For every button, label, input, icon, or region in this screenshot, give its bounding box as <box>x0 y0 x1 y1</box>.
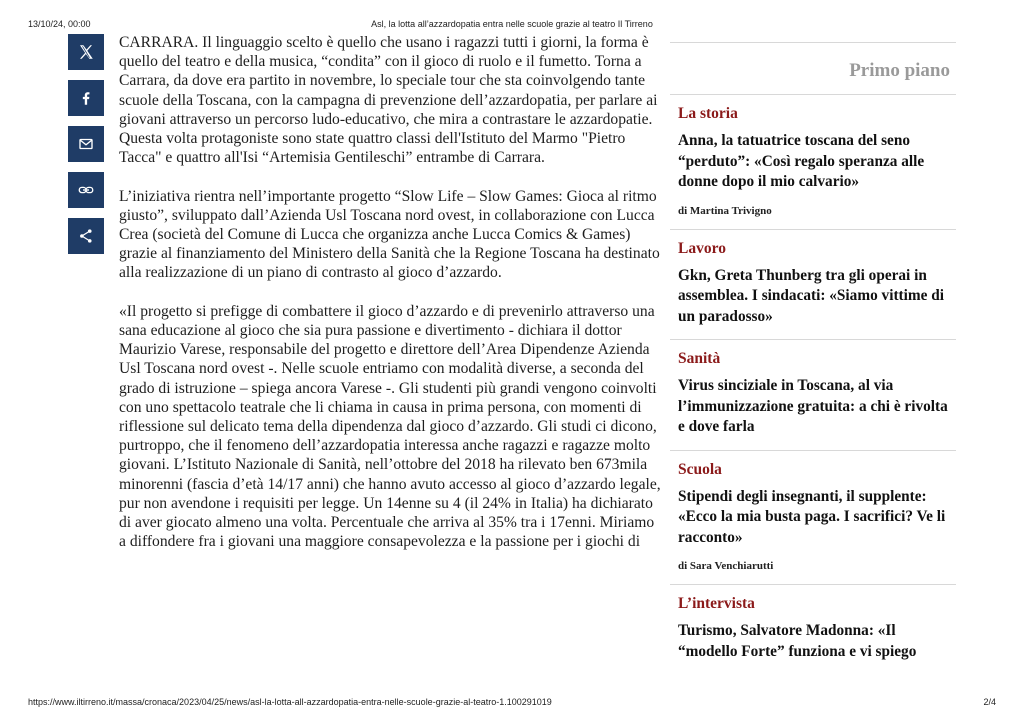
share-button[interactable] <box>68 218 104 254</box>
print-footer <box>0 697 1024 709</box>
link-icon <box>77 181 95 199</box>
sidebar-article[interactable] <box>670 230 956 341</box>
sidebar-article-author: di Martina Trivigno <box>678 204 772 217</box>
share-x-button[interactable] <box>68 34 104 70</box>
print-header <box>0 19 1024 31</box>
copy-link-button[interactable] <box>68 172 104 208</box>
sidebar-article-title[interactable]: Gkn, Greta Thunberg tra gli operai in assemblea. I sindacati: «Siamo vittime di un paradosso» <box>678 266 944 325</box>
sidebar-article[interactable] <box>670 451 956 586</box>
sidebar-article-category[interactable]: Sanità <box>678 350 721 367</box>
share-facebook-button[interactable] <box>68 80 104 116</box>
sidebar-article[interactable] <box>670 585 956 674</box>
article-paragraph: «Il progetto si prefigge di combattere il gioco d’azzardo e di prevenirlo attraverso una sana educazione al gioco che sia pura passione e divertimento - dichiara il dottor Maurizio Varese, responsabile del progetto e direttore dell’Area Dipendenze Azienda Usl Toscana nord ovest -. Nelle scuole entriamo con modalità diverse, a seconda del grado di istruzione – spiega ancora Varese -. Gli studenti più grandi vengono coinvolti con uno spettacolo teatrale che li chiama in causa in prima persona, con momenti di riflessione sul delicato tema della dipendenza dal gioco d’azzardo. Gli studi ci dicono, purtroppo, che il fenomeno dell’azzardopatia interessa anche ragazzi e ragazze molto giovani. L’Istituto Nazionale di Sanità, nell’ottobre del 2018 ha rilevato ben 673mila minorenni (fascia d’età 14/17 anni) che hanno avuto accesso al gioco d’azzardo legale, pur non avendone i requisiti per legge. Un 14enne su 4 (il 24% in Italia) ha dichiarato di aver giocato almeno una volta. Percentuale che arriva al 35% tra i 17enni. Miriamo a diffondere fra i giovani una maggiore consapevolezza e la passione per i giochi di <box>119 302 661 551</box>
sidebar-article-category[interactable]: L’intervista <box>678 595 755 612</box>
sidebar-article[interactable] <box>670 95 956 230</box>
mail-icon <box>77 135 95 153</box>
sidebar-article-category[interactable]: La storia <box>678 105 738 122</box>
share-bar <box>68 34 104 264</box>
article-paragraph: L’iniziativa rientra nell’importante progetto “Slow Life – Slow Games: Gioca al ritmo giusto”, sviluppato dall’Azienda Usl Toscana nord ovest, in collaborazione con Lucca Crea (società del Comune di Lucca che organizza anche Lucca Comics & Games) grazie al finanziamento del Ministero della Sanità che la Regione Toscana ha destinato alla realizzazione di un piano di contrasto al gioco d’azzardo. <box>119 187 660 282</box>
article-body <box>119 33 664 571</box>
article-paragraph: CARRARA. Il linguaggio scelto è quello che usano i ragazzi tutti i giorni, la forma è quello del teatro e della musica, “condita” con il gioco di ruolo e il fumetto. Torna a Carrara, da dove era partito in novembre, lo speciale tour che sta coinvolgendo tante scuole della Toscana, con la campagna di prevenzione dell’azzardopatia, per parlare ai giovani attraverso un percorso ludo-educativo, che mira a contrastare le azzardopatie. Questa volta protagoniste sono state quattro classi dell'Istituto del Marmo "Pietro Tacca" e quattro all'Isi “Artemisia Gentileschi” entrambe di Carrara. <box>119 34 658 167</box>
sidebar-article-category[interactable]: Scuola <box>678 460 722 478</box>
print-page-number: 2/4 <box>983 697 996 707</box>
print-page-title: Asl, la lotta all’azzardopatia entra nelle scuole grazie al teatro Il Tirreno <box>371 19 653 29</box>
print-date: 13/10/24, 00:00 <box>28 19 91 29</box>
facebook-icon <box>77 89 95 107</box>
x-icon <box>77 43 95 61</box>
print-url: https://www.iltirreno.it/massa/cronaca/2023/04/25/news/asl-la-lotta-all-azzardopatia-entra-nelle-scuole-grazie-al-teatro-1.100291019 <box>28 697 552 707</box>
sidebar-divider <box>670 42 956 43</box>
sidebar-article-title[interactable]: Virus sinciziale in Toscana, al via l’immunizzazione gratuita: a chi è rivolta e dove farla <box>678 377 948 435</box>
primo-piano-sidebar <box>670 42 956 674</box>
share-icon <box>77 227 95 245</box>
sidebar-article-category[interactable]: Lavoro <box>678 239 726 257</box>
sidebar-article[interactable] <box>670 340 956 451</box>
sidebar-article-title[interactable]: Anna, la tatuatrice toscana del seno “perduto”: «Così regalo speranza alle donne dopo il mio calvario» <box>678 132 925 190</box>
sidebar-article-title[interactable]: Turismo, Salvatore Madonna: «Il “modello Forte” funziona e vi spiego <box>678 622 917 660</box>
sidebar-article-title[interactable]: Stipendi degli insegnanti, il supplente: «Ecco la mia busta paga. I sacrifici? Ve li racconto» <box>678 487 946 546</box>
sidebar-heading: Primo piano <box>670 48 956 95</box>
sidebar-article-author: di Sara Venchiarutti <box>678 560 774 572</box>
share-email-button[interactable] <box>68 126 104 162</box>
